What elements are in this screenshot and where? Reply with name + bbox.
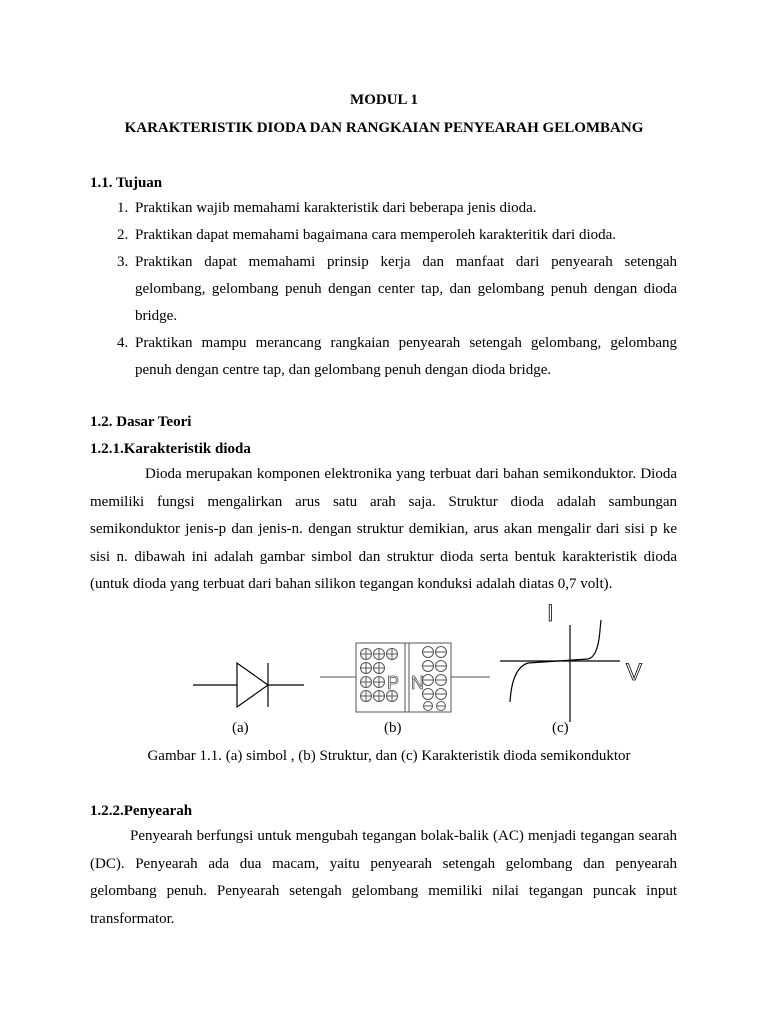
figure-label-a: (a)	[232, 720, 249, 736]
heading-penyearah: 1.2.2.Penyearah	[90, 803, 193, 819]
figure-caption: Gambar 1.1. (a) simbol , (b) Struktur, dan (c) Karakteristik dioda semikonduktor	[147, 748, 631, 764]
figure-label-c: (c)	[552, 720, 569, 736]
current-axis-label: I	[547, 600, 554, 627]
list-item-number: 2.	[117, 227, 129, 243]
heading-dasar-teori: 1.2. Dasar Teori	[90, 414, 192, 430]
p-region-label: P	[387, 673, 400, 693]
module-subtitle: KARAKTERISTIK DIODA DAN RANGKAIAN PENYEARAH GELOMBANG	[124, 120, 644, 136]
list-item-number: 1.	[117, 200, 129, 216]
paragraph-penyearah: Penyearah berfungsi untuk mengubah tegangan bolak-balik (AC) menjadi tegangan searah (DC). Penyearah ada dua macam, yaitu penyearah setengah gelombang dan penyearah gelombang penuh. Penyearah setengah gelombang memiliki nilai tegangan puncak input transformator.	[90, 828, 677, 927]
module-title: MODUL 1	[350, 92, 418, 108]
voltage-axis-label: V	[626, 659, 643, 686]
figure-label-b: (b)	[384, 720, 402, 736]
list-item-text: Praktikan wajib memahami karakteristik dari beberapa jenis dioda.	[135, 200, 537, 216]
n-region-label: N	[411, 673, 424, 693]
list-item-text: Praktikan dapat memahami prinsip kerja dan manfaat dari penyearah setengah gelombang, gelombang penuh dengan center tap, dan gelombang penuh dengan dioda bridge.	[135, 254, 677, 324]
iv-characteristic-icon	[500, 620, 620, 722]
diode-symbol-icon	[193, 663, 304, 707]
paragraph-karakteristik: Dioda merupakan komponen elektronika yang terbuat dari bahan semikonduktor. Dioda memiliki fungsi mengalirkan arus satu arah saja. Struktur dioda adalah sambungan semikonduktor jenis-p dan jenis-n. dengan struktur demikian, arus akan mengalir dari sisi p ke sisi n. dibawah ini adalah gambar simbol dan struktur dioda serta bentuk karakteristik dioda (untuk dioda yang terbuat dari bahan silikon tegangan konduksi adalah diatas 0,7 volt).	[90, 466, 677, 592]
list-item-text: Praktikan dapat memahami bagaimana cara memperoleh karakteritik dari dioda.	[135, 227, 617, 243]
heading-karakteristik-dioda: 1.2.1.Karakteristik dioda	[90, 441, 251, 457]
list-item-text: Praktikan mampu merancang rangkaian penyearah setengah gelombang, gelombang penuh dengan centre tap, dan gelombang penuh dengan dioda bridge.	[135, 335, 677, 378]
list-item-number: 3.	[117, 254, 129, 270]
heading-tujuan: 1.1. Tujuan	[90, 175, 163, 191]
pn-structure-icon	[320, 643, 490, 712]
list-item-number: 4.	[117, 335, 129, 351]
